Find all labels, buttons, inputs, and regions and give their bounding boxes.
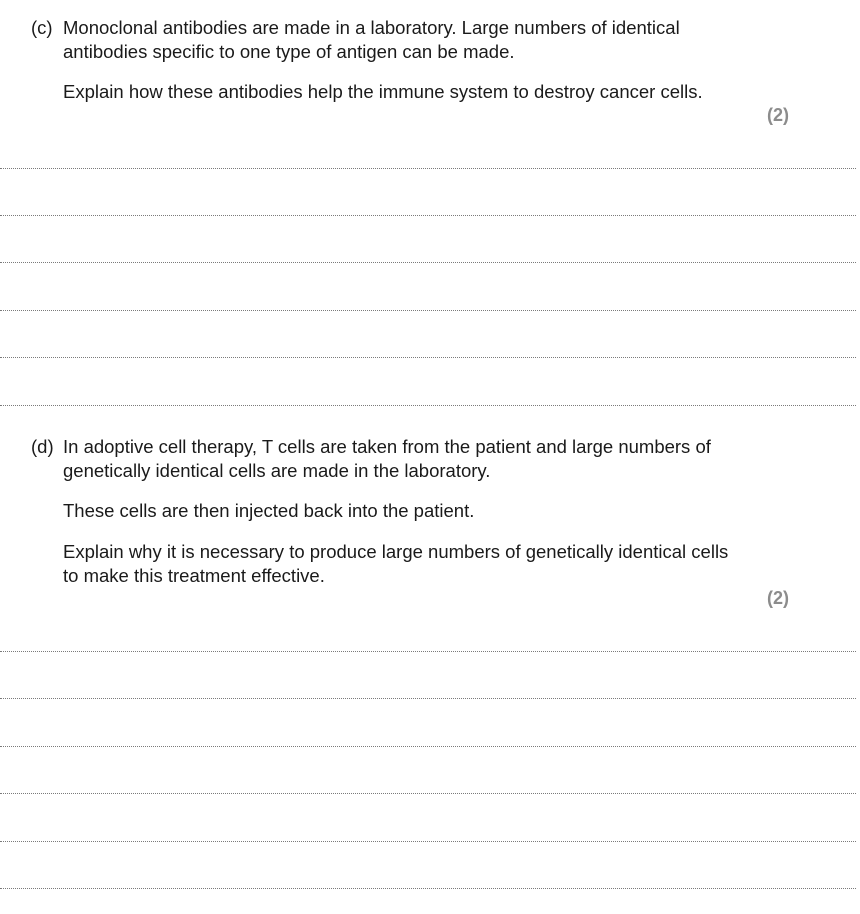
question-part-c-text-line-1: Monoclonal antibodies are made in a laboratory. Large numbers of identical	[63, 17, 680, 38]
answer-line-d-6[interactable]	[0, 888, 856, 889]
question-part-c-label: (c)	[31, 17, 53, 38]
answer-line-d-1[interactable]	[0, 651, 856, 652]
question-part-d-text-line-2: genetically identical cells are made in the laboratory.	[63, 460, 491, 481]
answer-line-c-3[interactable]	[0, 262, 856, 263]
question-part-d-marks: (2)	[767, 588, 789, 608]
answer-line-c-6[interactable]	[0, 405, 856, 406]
question-part-d-text-line-1: In adoptive cell therapy, T cells are taken from the patient and large numbers of	[63, 436, 711, 457]
answer-line-c-2[interactable]	[0, 215, 856, 216]
question-part-d-text-line-3: These cells are then injected back into the patient.	[63, 500, 475, 521]
question-part-c-instruction: Explain how these antibodies help the immune system to destroy cancer cells.	[63, 81, 703, 102]
question-part-d-instruction-line-2: to make this treatment effective.	[63, 565, 325, 586]
answer-line-d-5[interactable]	[0, 841, 856, 842]
question-part-c-text-line-2: antibodies specific to one type of antigen can be made.	[63, 41, 515, 62]
question-part-d-instruction-line-1: Explain why it is necessary to produce large numbers of genetically identical cells	[63, 541, 729, 562]
question-part-c-marks: (2)	[767, 105, 789, 125]
question-part-d-label: (d)	[31, 436, 54, 457]
answer-line-c-1[interactable]	[0, 168, 856, 169]
answer-line-d-2[interactable]	[0, 698, 856, 699]
answer-line-c-5[interactable]	[0, 357, 856, 358]
answer-line-d-3[interactable]	[0, 746, 856, 747]
answer-line-c-4[interactable]	[0, 310, 856, 311]
answer-line-d-4[interactable]	[0, 793, 856, 794]
